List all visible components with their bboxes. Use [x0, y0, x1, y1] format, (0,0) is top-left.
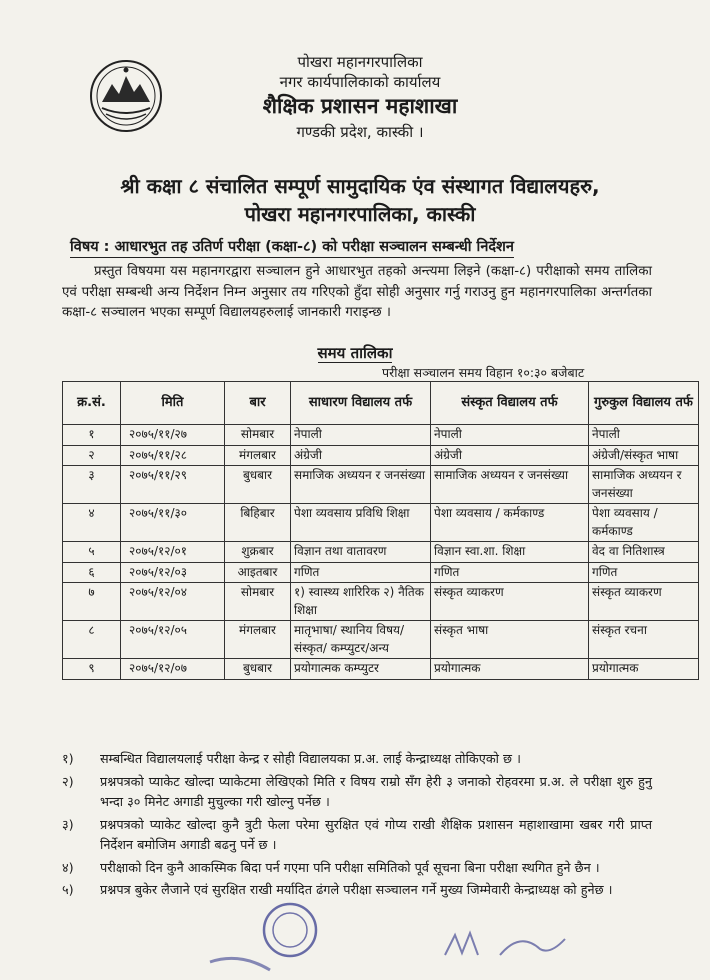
cell-sanskrit: प्रयोगात्मक — [431, 659, 589, 680]
note-number: २) — [62, 774, 74, 790]
cell-day: बुधबार — [225, 466, 291, 504]
table-row — [63, 425, 699, 446]
cell-general: अंग्रेजी — [291, 445, 431, 466]
cell-date: २०७५/१२/०७ — [121, 659, 225, 680]
table-row — [63, 445, 699, 466]
cell-date: २०७५/११/२७ — [121, 425, 225, 446]
office-name-line1: पोखरा महानगरपालिका — [297, 53, 423, 71]
cell-general: गणित — [291, 562, 431, 583]
cell-general: विज्ञान तथा वातावरण — [291, 542, 431, 563]
cell-gurukul: नेपाली — [589, 425, 699, 446]
exam-time-note: परीक्षा सञ्चालन समय विहान १०:३० बजेबाट — [382, 365, 585, 380]
cell-date: २०७५/१२/०५ — [121, 621, 225, 659]
cell-general: मातृभाषा/ स्थानिय विषय/ संस्कृत/ कम्प्युटर/अन्य — [291, 621, 431, 659]
list-item — [62, 881, 652, 902]
cell-gurukul: अंग्रेजी/संस्कृत भाषा — [589, 445, 699, 466]
cell-sn: २ — [63, 445, 121, 466]
cell-day: मंगलबार — [225, 621, 291, 659]
cell-sn: ८ — [63, 621, 121, 659]
col-header-day: बार — [225, 382, 291, 425]
cell-gurukul: सामाजिक अध्ययन र जनसंख्या — [589, 466, 699, 504]
note-text: परीक्षाको दिन कुनै आकस्मिक बिदा पर्न गएमा पनि परीक्षा समितिको पूर्व सूचना बिना परीक्षा स्थगित हुने छैन । — [100, 860, 600, 876]
table-row — [63, 659, 699, 680]
cell-date: २०७५/१२/०३ — [121, 562, 225, 583]
note-text: प्रश्नपत्रको प्याकेट खोल्दा प्याकेटमा लेखिएको मिति र विषय राम्रो सँग हेरी ३ जनाको रोहवरमा प्र.अ. ले परीक्षा शुरु हुनु भन्दा ३० मिनेट अगाडी मुचुल्का गरी खोल्नु पर्नेछ । — [100, 774, 652, 810]
cell-sn: ५ — [63, 542, 121, 563]
signature-icon — [440, 925, 570, 965]
office-name-line2: नगर कार्यपालिकाको कार्यालय — [279, 73, 441, 91]
table-row — [63, 583, 699, 621]
table-row — [63, 504, 699, 542]
cell-general: नेपाली — [291, 425, 431, 446]
note-number: १) — [62, 752, 74, 767]
note-number: ४) — [62, 860, 74, 876]
table-row — [63, 562, 699, 583]
cell-gurukul: संस्कृत रचना — [589, 621, 699, 659]
cell-day: बिहिबार — [225, 504, 291, 542]
addressee-line1: श्री कक्षा ८ संचालित सम्पूर्ण सामुदायिक एंव संस्थागत विद्यालयहरु, — [120, 174, 600, 198]
cell-day: सोमबार — [225, 425, 291, 446]
cell-gurukul: वेद वा नितिशास्त्र — [589, 542, 699, 563]
note-text: प्रश्नपत्र बुकेर लैजाने एवं सुरक्षित राखी मर्यादित ढंगले परीक्षा सञ्चालन गर्ने मुख्य जिम्मेवारी केन्द्राध्यक्ष को हुनेछ । — [100, 883, 613, 898]
cell-sn: १ — [63, 425, 121, 446]
cell-sanskrit: पेशा व्यवसाय / कर्मकाण्ड — [431, 504, 589, 542]
cell-sanskrit: गणित — [431, 562, 589, 583]
cell-day: आइतबार — [225, 562, 291, 583]
cell-date: २०७५/११/२८ — [121, 445, 225, 466]
schedule-title: समय तालिका — [317, 344, 393, 362]
cell-day: बुधबार — [225, 659, 291, 680]
list-item — [62, 773, 652, 814]
cell-sanskrit: विज्ञान स्वा.शा. शिक्षा — [431, 542, 589, 563]
cell-general: पेशा व्यवसाय प्रविधि शिक्षा — [291, 504, 431, 542]
cell-gurukul: पेशा व्यवसाय / कर्मकाण्ड — [589, 504, 699, 542]
note-number: ५) — [62, 883, 74, 898]
cell-sanskrit: संस्कृत भाषा — [431, 621, 589, 659]
note-text: प्रश्नपत्रको प्याकेट खोल्दा कुनै त्रुटी फेला परेमा सुरक्षित एवं गोप्य राखी शैक्षिक प्रशासन महाशाखामा खबर गरी प्राप्त निर्देशन बमोजिम अगाडी बढनु पर्ने छ । — [100, 817, 652, 853]
col-header-date: मिति — [121, 382, 225, 425]
table-row — [63, 542, 699, 563]
note-text: सम्बन्धित विद्यालयलाई परीक्षा केन्द्र र सोही विद्यालयका प्र.अ. लाई केन्द्राध्यक्ष तोकिएको छ । — [100, 752, 521, 767]
cell-gurukul: प्रयोगात्मक — [589, 659, 699, 680]
cell-day: शुक्रबार — [225, 542, 291, 563]
list-item — [62, 859, 652, 880]
subject-line: विषय : आधारभुत तह उतिर्ण परीक्षा (कक्षा-८) को परीक्षा सञ्चालन सम्बन्धी निर्देशन — [70, 236, 514, 258]
col-header-gurukul: गुरुकुल विद्यालय तर्फ — [589, 382, 699, 425]
cell-date: २०७५/११/३० — [121, 504, 225, 542]
note-number: ३) — [62, 817, 74, 833]
cell-day: मंगलबार — [225, 445, 291, 466]
municipality-emblem-icon — [88, 58, 164, 134]
official-stamp-icon — [200, 900, 360, 980]
intro-paragraph: प्रस्तुत विषयमा यस महानगरद्वारा सञ्चालन हुने आधारभुत तहको अन्त्यमा लिइने (कक्षा-८) परीक्षाको समय तालिका एवं परीक्षा सम्बन्धी अन्य निर्देशन निम्न अनुसार तय गरिएको हुँदा सोही अनुसार गर्नु गराउनु हुन महानगरपालिका अन्तर्गतका कक्षा-८ सञ्चालन भएका सम्पूर्ण विद्यालयहरुलाई जानकारी गराइन्छ । — [62, 264, 652, 320]
col-header-general: साधारण विद्यालय तर्फ — [291, 382, 431, 425]
cell-date: २०७५/१२/०४ — [121, 583, 225, 621]
cell-date: २०७५/१२/०१ — [121, 542, 225, 563]
exam-schedule-table — [62, 381, 699, 680]
instruction-list — [62, 750, 652, 904]
cell-gurukul: गणित — [589, 562, 699, 583]
cell-general: १) स्वास्थ्य शारिरिक २) नैतिक शिक्षा — [291, 583, 431, 621]
cell-gurukul: संस्कृत व्याकरण — [589, 583, 699, 621]
cell-day: सोमबार — [225, 583, 291, 621]
cell-general: प्रयोगात्मक कम्प्युटर — [291, 659, 431, 680]
cell-sanskrit: अंग्रेजी — [431, 445, 589, 466]
table-row — [63, 621, 699, 659]
cell-sn: ७ — [63, 583, 121, 621]
cell-sanskrit: नेपाली — [431, 425, 589, 446]
col-header-sn: क्र.सं. — [63, 382, 121, 425]
cell-sn: ९ — [63, 659, 121, 680]
cell-date: २०७५/११/२९ — [121, 466, 225, 504]
addressee-line2: पोखरा महानगरपालिका, कास्की — [244, 202, 476, 226]
office-address: गण्डकी प्रदेश, कास्की । — [296, 123, 424, 141]
cell-sanskrit: सामाजिक अध्ययन र जनसंख्या — [431, 466, 589, 504]
cell-sanskrit: संस्कृत व्याकरण — [431, 583, 589, 621]
cell-sn: ३ — [63, 466, 121, 504]
list-item — [62, 816, 652, 857]
table-row — [63, 466, 699, 504]
table-header-row — [63, 382, 699, 425]
list-item — [62, 750, 652, 771]
cell-general: समाजिक अध्ययन र जनसंख्या — [291, 466, 431, 504]
office-division-title: शैक्षिक प्रशासन महाशाखा — [262, 94, 458, 118]
col-header-sanskrit: संस्कृत विद्यालय तर्फ — [431, 382, 589, 425]
cell-sn: ६ — [63, 562, 121, 583]
cell-sn: ४ — [63, 504, 121, 542]
